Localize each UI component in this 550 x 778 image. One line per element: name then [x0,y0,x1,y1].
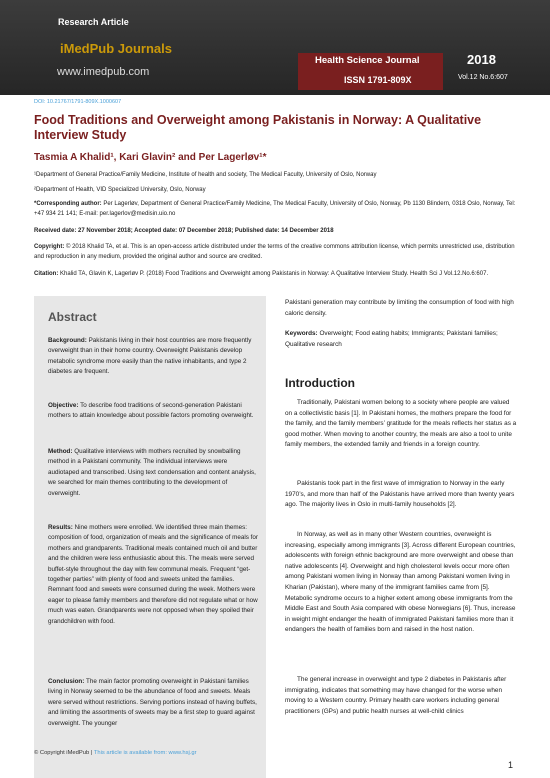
corresponding-text: Per Lagerløv, Department of General Practice/Family Medicine, The Medical Faculty, University of Oslo, Norway, Pb 1130 Blindern, 0318 Oslo, Norway, Tel: +47 934 21 141; E-mail: per.lagerlov@medisin.uio.no [34,201,516,217]
article-dates: Received date: 27 November 2018; Accepted date: 07 December 2018; Published date: 14 December 2018 [34,228,334,234]
copyright-label: Copyright: [34,244,65,250]
abstract-heading: Abstract [48,310,97,324]
citation-notice [34,269,520,279]
publication-year: 2018 [467,52,496,67]
author-list: Tasmia A Khalid¹, Kari Glavin² and Per Lagerløv¹* [34,152,267,163]
publisher-logo-text: iMedPub Journals [60,41,172,56]
intro-paragraph-4: The general increase in overweight and type 2 diabetes in Pakistanis after immigrating, indicates that something may have changed for the worse when moving to a Western country. Primary health care workers including general practitioners (GPs) and public health nurses at well-child clinics [285,676,507,715]
corresponding-label: *Corresponding author: [34,201,102,207]
abstract-method: Method: Qualitative interviews with mothers recruited by snowballing method in a Pakistani community. The individual interviews were audiotaped and transcribed. Using text condensation and content analysis, we searched for main themes contributing to the development of overweight. [48,448,256,497]
affiliation-1: ¹Department of General Practice/Family Medicine, Institute of health and society, The Medical Faculty, University of Oslo, Norway [34,172,377,178]
volume-info: Vol.12 No.6:607 [458,74,508,81]
corresponding-author [34,199,520,219]
introduction-heading: Introduction [285,376,355,390]
citation-label: Citation: [34,271,59,277]
journal-name: Health Science Journal [315,55,420,66]
affiliation-2: ²Department of Health, VID Specialized University, Oslo, Norway [34,187,206,193]
article-title: Food Traditions and Overweight among Pakistanis in Norway: A Qualitative Interview Study [34,113,482,142]
keywords: Keywords: Overweight; Food eating habits; Immigrants; Pakistani families; Qualitative research [285,330,498,348]
publisher-website[interactable]: www.imedpub.com [57,66,150,78]
citation-text: Khalid TA, Glavin K, Lagerløv P. (2018) Food Traditions and Overweight among Pakistanis in Norway: A Qualitative Interview Study. Health Sci J Vol.12.No.6:607. [58,271,489,277]
copyright-text: © 2018 Khalid TA, et al. This is an open-access article distributed under the terms of the creative commons attribution license, which permits unrestricted use, distribution and reproduction in any medium, provided the original author and source are credited. [34,244,515,260]
copyright-notice [34,242,520,262]
page-number: 1 [508,760,514,770]
doi-link[interactable]: DOI: 10.21767/1791-809X.1000607 [34,99,122,105]
journal-issn: ISSN 1791-809X [344,75,412,85]
intro-paragraph-1: Traditionally, Pakistani women belong to a society where people are valued on a collectivistic basis [1]. In Pakistani homes, the mothers prepare the food for the family, and the family members’ gratitude for the meals reflects her status as a good mother. When moving to another country, the meals are also a tool to unite family members, the extended family and friends in a foreign country. [285,399,517,449]
abstract-continuation: Pakistani generation may contribute by limiting the consumption of food with high caloric density. [285,299,514,317]
abstract-background: Background: Pakistanis living in their host countries are more frequently overweight than in their home country. Overweight Pakistanis develop metabolic syndrome more easily than the native inhabitants, and type 2 diabetes are frequent. [48,337,252,376]
intro-paragraph-2: Pakistanis took part in the first wave of immigration to Norway in the early 1970’s, and more than half of the Pakistanis have arrived more than twenty years ago. The majority lives in Oslo in multi-family households [2]. [285,480,515,509]
footer-link[interactable]: This article is available from: www.hsj.gr [93,750,197,756]
article-type-tag: Research Article [58,17,129,27]
footer-copyright: © Copyright iMedPub | [34,750,94,756]
abstract-conclusion: Conclusion: The main factor promoting overweight in Pakistani families living in Norway seemed to be the abundance of food and sweets. Meals were served without restrictions. Serving portions instead of having buffets, and limiting the assortments of sweets may be a first step to guard against overweight. The younger [48,678,257,727]
abstract-results: Results: Nine mothers were enrolled. We identified three main themes: composition of food, organization of meals and the significance of meals for mothers and grandparents. Traditional meals contained much oil and butter and the children were less enthusiastic about this. The meals were served buffet-style throughout the day with few communal meals. Frequent “get-together parties” with plenty of food and sweets united the families. Remnant food and sweets were consumed during the week. Mothers were eager to please family members and therefore did not regulate what or how much was eaten. Grandparents were not opposed when they spoiled their grandchildren with food. [48,524,259,625]
intro-paragraph-3: In Norway, as well as in many other Western countries, overweight is increasing, especially among immigrants [3]. Across different European countries, adolescents with foreign ethnic background are more overweight and obese than native adolescents [4]. Overweight and high cholesterol levels occur more often among Pakistani women living in Norway than among Pakistani women living in Kharian (Pakistan), where many of the immigrant families came from [5]. Metabolic syndrome occurs to a higher extent among obese immigrants from the Middle East and South Asia compared with obese Norwegians [6]. Thus, increase in weight might endanger the health of immigrated Pakistani families more than it endangers the health of families born and raised in the host nation. [285,531,516,634]
abstract-objective: Objective: To describe food traditions of second-generation Pakistani mothers to attain knowledge about possible factors promoting overweight. [48,402,254,420]
footer [34,750,197,756]
